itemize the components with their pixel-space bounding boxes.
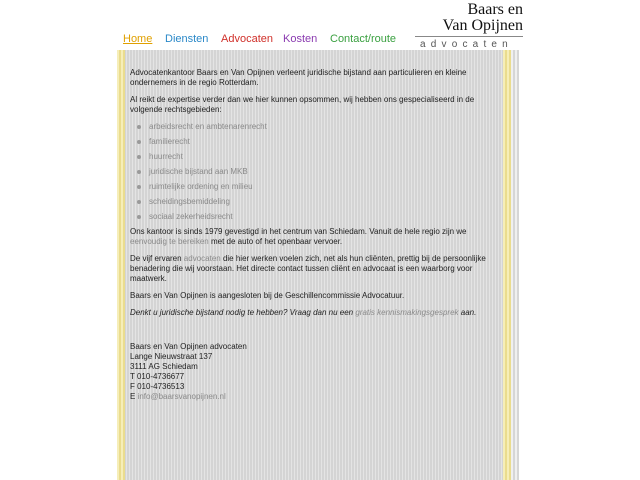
list-item: sociaal zekerheidsrecht — [149, 212, 498, 222]
address-phone: T 010-4736677 — [130, 372, 185, 381]
cta-paragraph — [130, 308, 498, 318]
list-item: ruimtelijke ordening en milieu — [149, 182, 498, 192]
logo[interactable] — [443, 2, 523, 34]
commission-paragraph: Baars en Van Opijnen is aangesloten bij de Geschillencommissie Advocatuur. — [130, 291, 405, 300]
address-street: Lange Nieuwstraat 137 — [130, 352, 213, 361]
nav-diensten[interactable]: Diensten — [165, 33, 209, 45]
logo-line-2: Van Opijnen — [442, 17, 523, 34]
left-stripe — [117, 50, 125, 480]
address-name: Baars en Van Opijnen advocaten — [130, 342, 247, 351]
list-item: juridische bijstand aan MKB — [149, 167, 498, 177]
consultation-link[interactable]: gratis kennismakingsgesprek — [355, 308, 459, 317]
logo-divider — [415, 36, 523, 37]
nav-contact-route[interactable]: Contact/route — [330, 33, 397, 45]
lawyers-link[interactable]: advocaten — [183, 254, 221, 263]
list-item: huurrecht — [149, 152, 498, 162]
cta-text-post: aan. — [458, 308, 477, 317]
nav-advocaten[interactable]: Advocaten — [221, 33, 273, 45]
right-stripe — [503, 50, 511, 480]
cta-text-pre: Denkt u juridische bijstand nodig te hebben? Vraag dan nu een — [130, 308, 356, 317]
nav-kosten[interactable]: Kosten — [283, 33, 318, 45]
list-item: scheidingsbemiddeling — [149, 197, 498, 207]
list-item: arbeidsrecht en ambtenarenrecht — [149, 122, 498, 132]
lawyers-paragraph — [130, 254, 498, 284]
email-link[interactable]: info@baarsvanopijnen.nl — [137, 392, 226, 401]
practice-areas-list — [130, 122, 498, 222]
lawyers-text-post: die hier werken voelen zich, net als hun cliënten, prettig bij de persoonlijke benadering die wij voorstaan. Het directe contact tussen cliënt en advocaat is een waarborg voor maatwerk. — [130, 254, 486, 283]
nav-home[interactable]: Home — [123, 33, 153, 45]
expertise-intro: Al reikt de expertise verder dan we hier kunnen opsommen, wij hebben ons gespecialiseerd in de volgende rechtsgebieden: — [130, 95, 475, 114]
address-block — [130, 342, 498, 402]
main-content — [130, 68, 498, 402]
location-text-post: met de auto of het openbaar vervoer. — [208, 237, 343, 246]
intro-paragraph: Advocatenkantoor Baars en Van Opijnen verleent juridische bijstand aan particulieren en kleine ondernemers in de regio Rotterdam. — [130, 68, 467, 87]
right-stripe-gray — [511, 50, 519, 480]
address-email-line — [130, 392, 498, 402]
route-link[interactable]: eenvoudig te bereiken — [130, 237, 209, 246]
location-text-pre: Ons kantoor is sinds 1979 gevestigd in het centrum van Schiedam. Vanuit de hele regio zijn we — [130, 227, 467, 236]
address-city: 3111 AG Schiedam — [130, 362, 198, 371]
logo-subtitle: advocaten — [420, 39, 513, 50]
logo-line-1: Baars en — [467, 1, 523, 18]
email-prefix: E — [130, 392, 138, 401]
list-item: familierecht — [149, 137, 498, 147]
address-fax: F 010-4736513 — [130, 382, 185, 391]
location-paragraph — [130, 227, 498, 247]
lawyers-text-pre: De vijf ervaren — [130, 254, 184, 263]
